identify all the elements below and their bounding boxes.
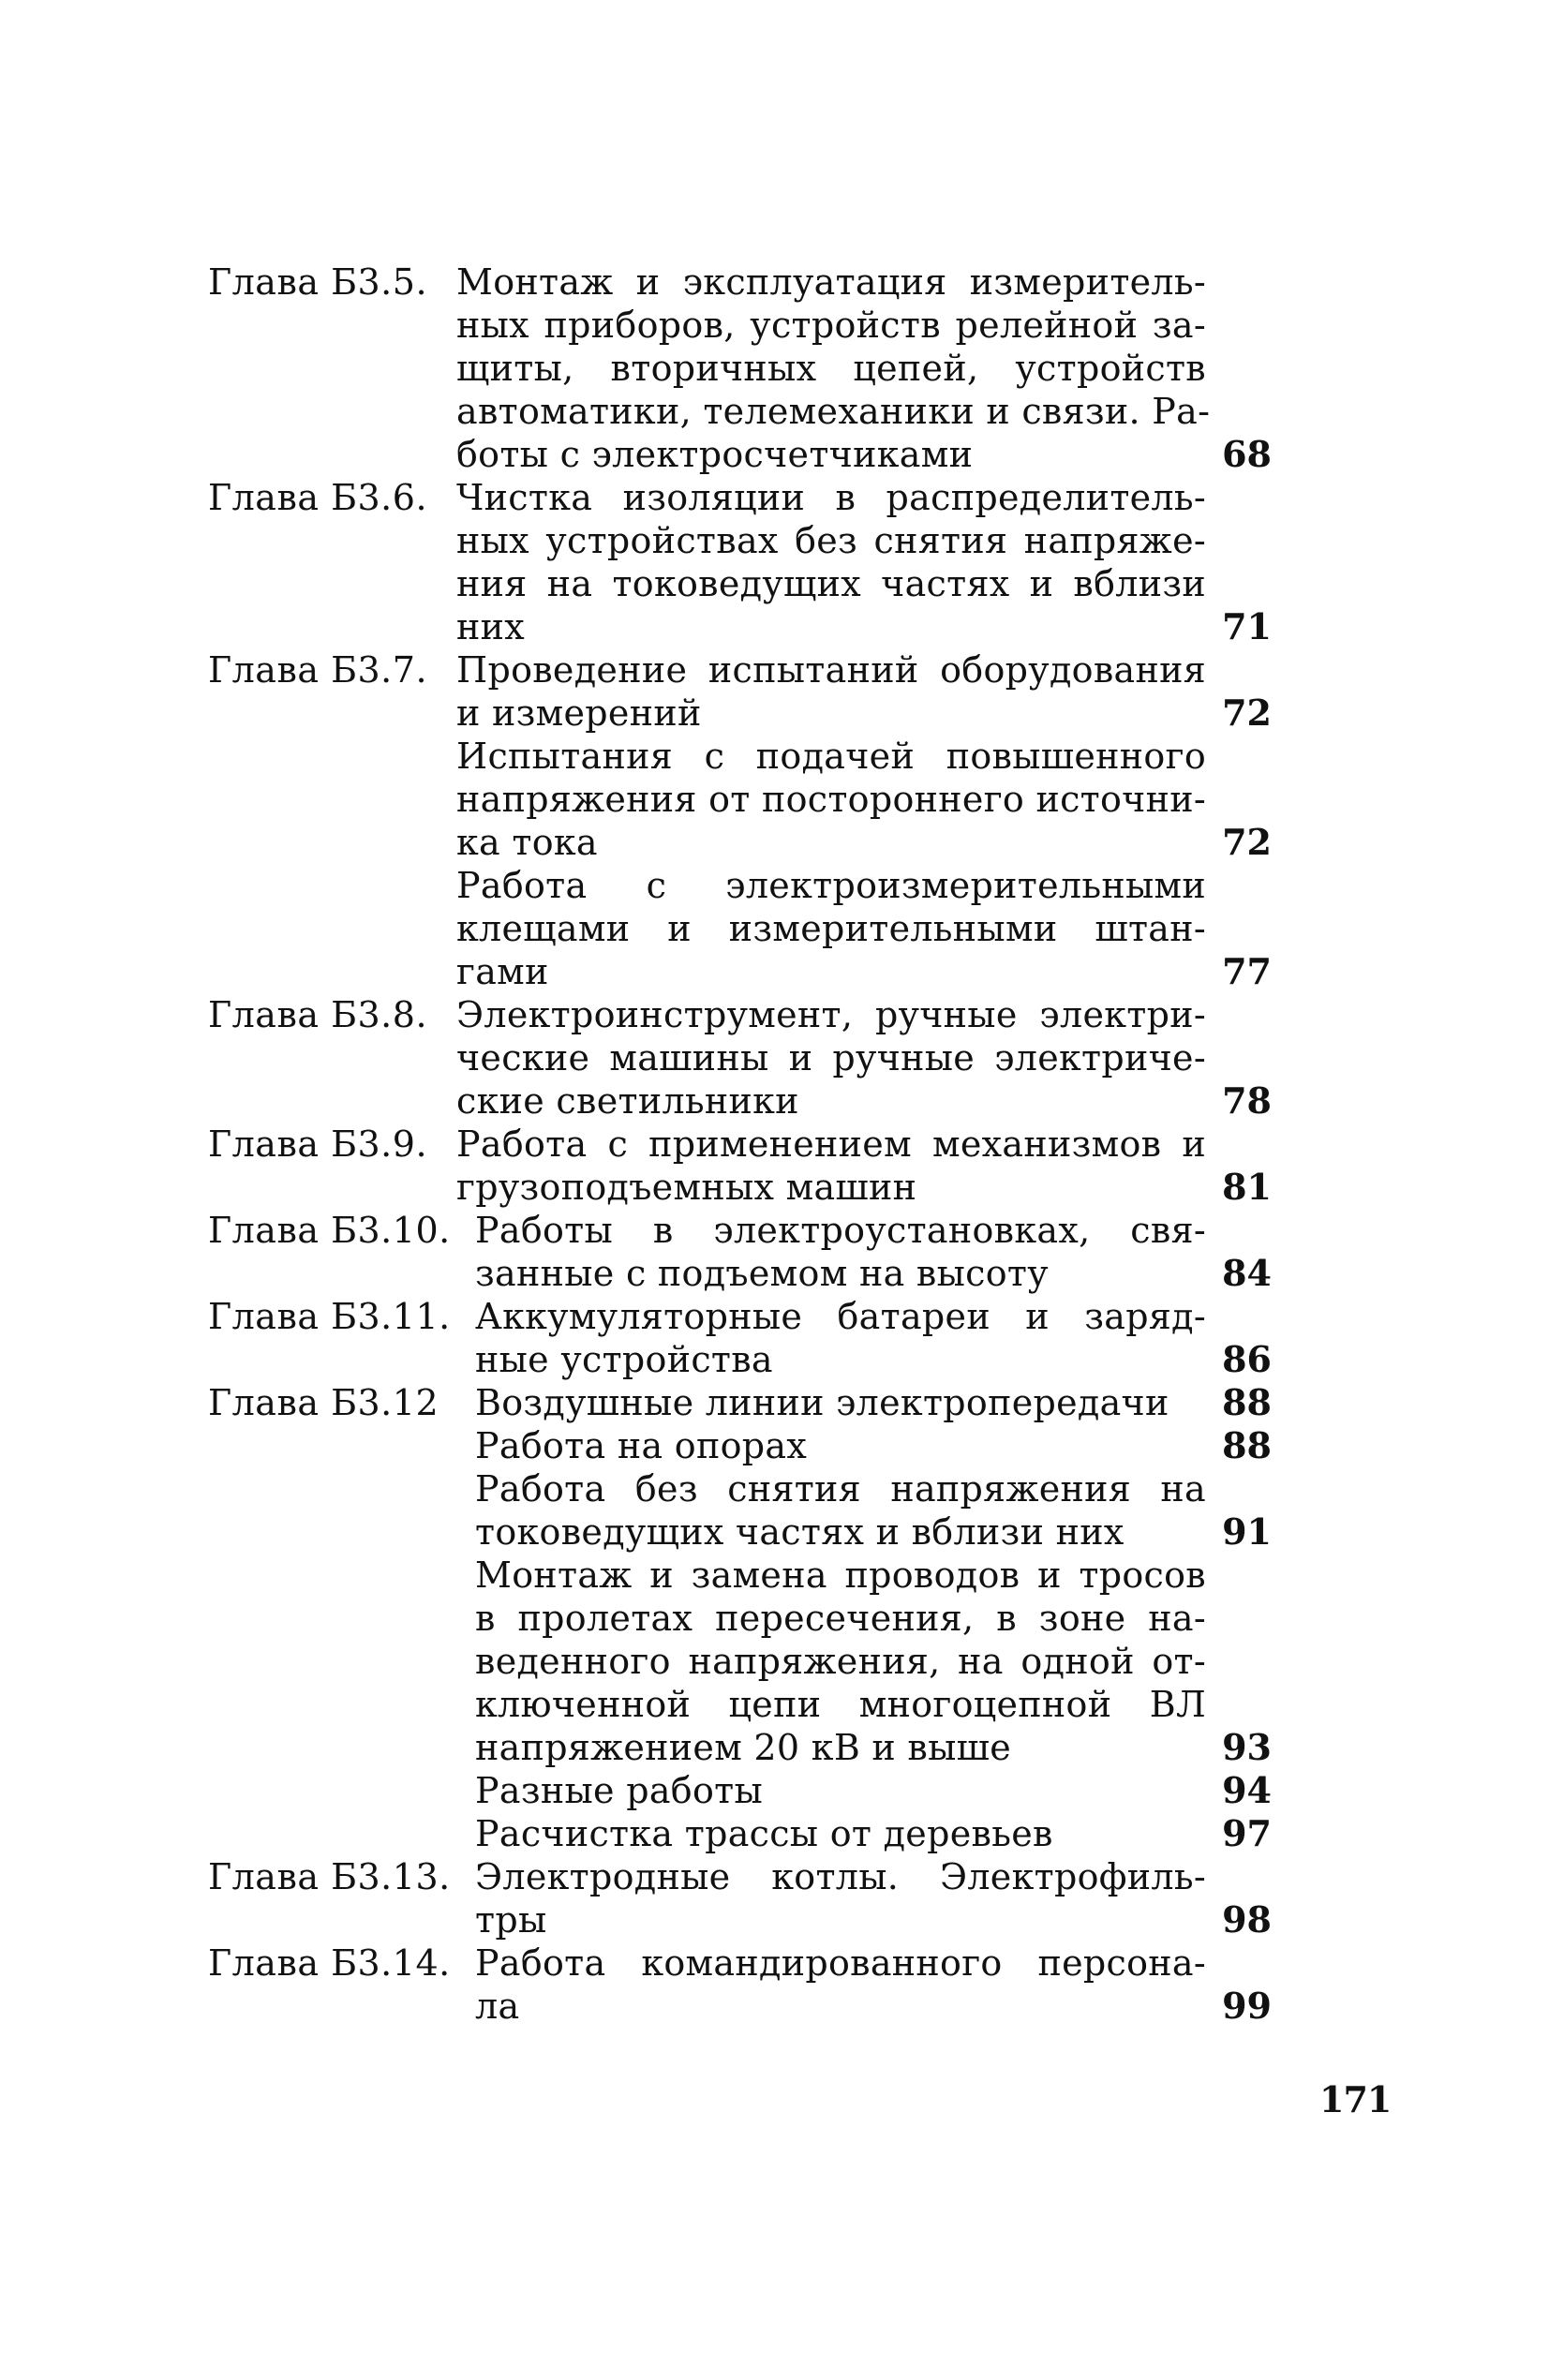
entry-title-line: Работа с применением механизмов и	[456, 1123, 1206, 1165]
entry-title-line: автоматики, телемеханики и связи. Ра-	[456, 391, 1211, 432]
entry-page-number: 86	[1222, 1338, 1272, 1380]
toc-entry	[208, 1467, 1314, 1554]
toc-line	[208, 304, 1314, 347]
entry-title-line: ных приборов, устройств релейной за-	[456, 305, 1206, 346]
entry-page-number: 72	[1222, 821, 1272, 863]
toc-entry	[208, 1554, 1314, 1769]
entry-title-line: Аккумуляторные батареи и заряд-	[475, 1296, 1206, 1337]
entry-page-number: 77	[1222, 950, 1272, 992]
entry-title-line: ключенной цепи многоцепной ВЛ	[475, 1684, 1206, 1725]
entry-title-line: в пролетах пересечения, в зоне на-	[475, 1598, 1206, 1639]
toc-line	[208, 1036, 1314, 1079]
entry-title-line: напряжением 20 кВ и выше	[475, 1727, 1012, 1768]
toc-entry	[208, 993, 1314, 1123]
toc-line	[208, 1079, 1314, 1123]
toc-entry	[208, 1381, 1314, 1424]
entry-page-number: 99	[1222, 1985, 1272, 2027]
toc-line	[208, 1812, 1314, 1855]
entry-title-line: и измерений	[456, 692, 702, 734]
toc-line	[208, 476, 1314, 519]
table-of-contents	[208, 260, 1314, 2028]
entry-title-line: клещами и измерительными штан-	[456, 908, 1206, 949]
entry-title-line: ла	[475, 1986, 520, 2027]
toc-line	[208, 692, 1314, 735]
entry-page-number: 72	[1222, 692, 1272, 734]
chapter-label: Глава Б3.10.	[208, 1210, 451, 1251]
toc-line	[208, 1209, 1314, 1252]
toc-line	[208, 1381, 1314, 1424]
toc-line	[208, 260, 1314, 304]
entry-page-number: 68	[1222, 433, 1272, 475]
chapter-label: Глава Б3.12	[208, 1382, 439, 1423]
toc-line	[208, 1898, 1314, 1941]
toc-entry	[208, 1424, 1314, 1467]
toc-line	[208, 864, 1314, 907]
chapter-label: Глава Б3.11.	[208, 1296, 451, 1337]
entry-title-line: ния на токоведущих частях и вблизи	[456, 563, 1206, 604]
toc-line	[208, 1726, 1314, 1769]
entry-title-line: гами	[456, 951, 549, 992]
chapter-label: Глава Б3.8.	[208, 994, 428, 1035]
toc-line	[208, 993, 1314, 1036]
entry-page-number: 91	[1222, 1510, 1272, 1553]
toc-line	[208, 519, 1314, 562]
entry-title-line: Чистка изоляции в распределитель-	[456, 477, 1206, 518]
entry-page-number: 88	[1222, 1381, 1272, 1423]
toc-line	[208, 1554, 1314, 1597]
entry-title-line: Работы в электроустановках, свя-	[475, 1210, 1206, 1251]
toc-entry	[208, 260, 1314, 476]
entry-title-line: Работа без снятия напряжения на	[475, 1468, 1206, 1510]
page-number: 171	[1319, 2078, 1392, 2120]
toc-line	[208, 1252, 1314, 1295]
entry-title-line: Расчистка трассы от деревьев	[475, 1813, 1053, 1854]
entry-page-number: 78	[1222, 1079, 1272, 1122]
toc-line	[208, 605, 1314, 648]
entry-page-number: 94	[1222, 1769, 1272, 1811]
entry-title-line: грузоподъемных машин	[456, 1167, 917, 1208]
toc-line	[208, 1295, 1314, 1338]
toc-entry	[208, 1769, 1314, 1812]
toc-line	[208, 648, 1314, 692]
toc-line	[208, 1985, 1314, 2028]
toc-entry	[208, 1855, 1314, 1941]
entry-page-number: 98	[1222, 1898, 1272, 1941]
entry-title-line: Работа на опорах	[475, 1425, 808, 1466]
toc-entry	[208, 1209, 1314, 1295]
entry-title-line: токоведущих частях и вблизи них	[475, 1511, 1125, 1553]
entry-title-line: ка тока	[456, 822, 598, 863]
entry-title-line: ские светильники	[456, 1080, 799, 1122]
chapter-label: Глава Б3.13.	[208, 1856, 451, 1897]
chapter-label: Глава Б3.14.	[208, 1942, 451, 1984]
entry-title-line: ных устройствах без снятия напряже-	[456, 520, 1206, 561]
toc-line	[208, 1338, 1314, 1381]
entry-title-line: ные устройства	[475, 1339, 773, 1380]
entry-title-line: напряжения от постороннего источни-	[456, 779, 1206, 820]
toc-line	[208, 1640, 1314, 1683]
toc-line	[208, 1597, 1314, 1640]
toc-line	[208, 1467, 1314, 1510]
entry-title-line: Электроинструмент, ручные электри-	[456, 994, 1206, 1035]
entry-title-line: Работа командированного персона-	[475, 1942, 1206, 1984]
entry-page-number: 88	[1222, 1424, 1272, 1466]
toc-line	[208, 1683, 1314, 1726]
toc-line	[208, 1123, 1314, 1166]
toc-entry	[208, 648, 1314, 735]
entry-title-line: них	[456, 606, 525, 647]
toc-entry	[208, 1123, 1314, 1209]
toc-line	[208, 735, 1314, 778]
entry-title-line: Воздушные линии электропередачи	[475, 1382, 1169, 1423]
toc-line	[208, 907, 1314, 950]
toc-line	[208, 1941, 1314, 1985]
toc-entry	[208, 1941, 1314, 2028]
toc-line	[208, 821, 1314, 864]
entry-title-line: Разные работы	[475, 1770, 763, 1811]
toc-line	[208, 433, 1314, 476]
entry-title-line: Испытания с подачей повышенного	[456, 736, 1206, 777]
entry-title-line: Проведение испытаний оборудования	[456, 649, 1206, 691]
toc-line	[208, 1510, 1314, 1554]
entry-title-line: Монтаж и эксплуатация измеритель-	[456, 261, 1206, 303]
toc-line	[208, 390, 1314, 433]
entry-page-number: 97	[1222, 1812, 1272, 1854]
entry-title-line: щиты, вторичных цепей, устройств	[456, 348, 1206, 389]
entry-title-line: тры	[475, 1899, 547, 1941]
entry-title-line: Работа с электроизмерительными	[456, 865, 1206, 906]
entry-title-line: Монтаж и замена проводов и тросов	[475, 1554, 1206, 1596]
toc-line	[208, 347, 1314, 390]
entry-title-line: занные с подъемом на высоту	[475, 1253, 1049, 1294]
entry-page-number: 84	[1222, 1252, 1272, 1294]
entry-title-line: Электродные котлы. Электрофиль-	[475, 1856, 1206, 1897]
toc-entry	[208, 735, 1314, 864]
entry-title-line: боты с электросчетчиками	[456, 434, 974, 475]
toc-entry	[208, 1295, 1314, 1381]
toc-line	[208, 1166, 1314, 1209]
chapter-label: Глава Б3.7.	[208, 649, 428, 691]
toc-line	[208, 562, 1314, 605]
toc-line	[208, 1769, 1314, 1812]
entry-page-number: 81	[1222, 1166, 1272, 1208]
toc-line	[208, 1424, 1314, 1467]
entry-title-line: ческие машины и ручные электриче-	[456, 1037, 1206, 1078]
toc-line	[208, 1855, 1314, 1898]
toc-entry	[208, 864, 1314, 993]
toc-line	[208, 950, 1314, 993]
toc-entry	[208, 1812, 1314, 1855]
chapter-label: Глава Б3.9.	[208, 1123, 428, 1165]
entry-page-number: 71	[1222, 605, 1272, 647]
toc-entry	[208, 476, 1314, 648]
toc-line	[208, 778, 1314, 821]
entry-title-line: веденного напряжения, на одной от-	[475, 1641, 1206, 1682]
entry-page-number: 93	[1222, 1726, 1272, 1768]
chapter-label: Глава Б3.6.	[208, 477, 428, 518]
chapter-label: Глава Б3.5.	[208, 261, 428, 303]
